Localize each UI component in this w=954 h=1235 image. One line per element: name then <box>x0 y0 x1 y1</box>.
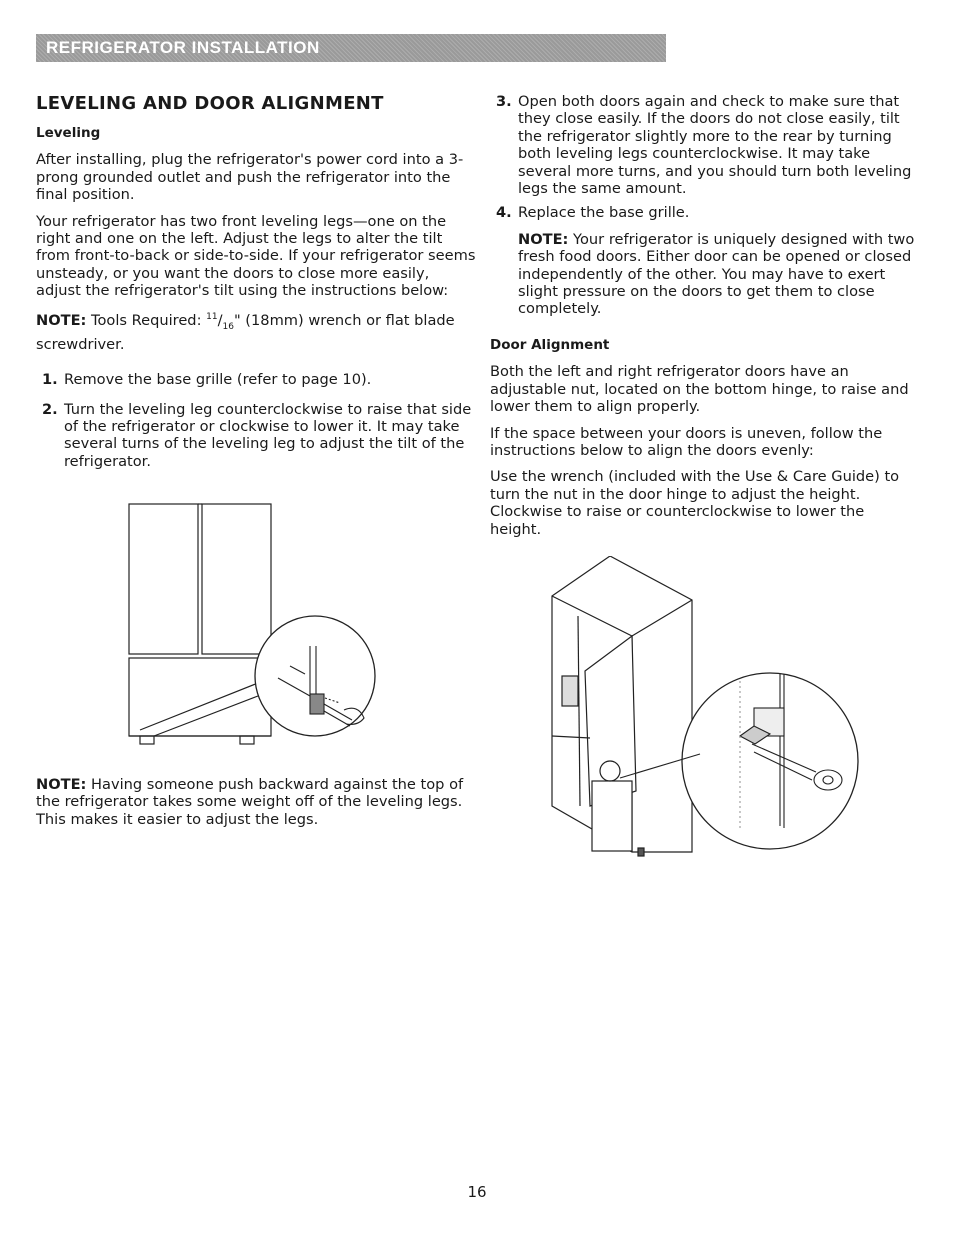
zoom-circle <box>255 616 375 736</box>
leveling-heading: Leveling <box>36 125 101 141</box>
note-label: NOTE: <box>36 776 87 793</box>
note-text: Having someone push backward against the top of the refrigerator takes some weight off of the leveling legs. This makes it easier to adjust the legs. <box>36 776 464 828</box>
note-suffix: " (18mm) wrench or flat blade screwdriver. <box>36 311 455 353</box>
step-item <box>36 401 476 471</box>
step-item <box>490 93 920 197</box>
leveling-paragraph-1: After installing, plug the refrigerator's power cord into a 3-prong grounded outlet and push the refrigerator into the final position. <box>36 151 464 204</box>
step-text: Replace the base grille. <box>518 204 690 222</box>
step-number: 4. <box>496 204 512 222</box>
right-column <box>490 93 920 538</box>
door-hinge-illustration <box>540 556 860 862</box>
section-banner <box>36 34 666 62</box>
door-alignment-heading: Door Alignment <box>490 336 610 353</box>
note-prefix: Tools Required: <box>86 311 207 329</box>
leveling-paragraph-2: Your refrigerator has two front leveling legs—one on the right and one on the left. Adjust the legs to alter the tilt from front-to-back or side-to-side. If your refrigerator seems unsteady, or you want the doors to close more easily, adjust the refrigerator's tilt using the instructions below: <box>36 212 476 300</box>
fraction-denominator: 16 <box>222 321 234 332</box>
door-alignment-paragraph-2: If the space between your doors is uneven, follow the instructions below to align the doors evenly: <box>490 424 883 459</box>
step-number: 2. <box>42 400 58 418</box>
leveling-leg-illustration <box>120 498 400 766</box>
note-text: Your refrigerator is uniquely designed with two fresh food doors. Either door can be opened or closed independently of the other. You may have to exert slight pressure on the doors to get them to close completely. <box>518 230 915 318</box>
door-alignment-paragraph-1: Both the left and right refrigerator doors have an adjustable nut, located on the bottom hinge, to raise and lower them to align properly. <box>490 363 909 416</box>
fraction-numerator: 11 <box>206 311 218 322</box>
step-item <box>36 371 476 388</box>
step-item <box>490 204 920 221</box>
zoom-circle <box>682 673 858 849</box>
left-column <box>36 125 476 470</box>
page-number: 16 <box>467 1183 487 1201</box>
step-text: Turn the leveling leg counterclockwise to raise that side of the refrigerator or clockwise to lower it. It may take several turns of the leveling leg to adjust the tilt of the refrigerator. <box>64 400 472 470</box>
doors-note <box>490 231 920 318</box>
step-number: 3. <box>496 93 512 110</box>
step-number: 1. <box>42 371 58 389</box>
left-bottom-note <box>36 776 476 828</box>
section-title: LEVELING AND DOOR ALIGNMENT <box>36 93 384 114</box>
tools-note: NOTE: Tools Required: $^{11}/_{16}$" (18mm) wrench or flat blade screwdriver. <box>36 311 455 353</box>
banner-title: REFRIGERATOR INSTALLATION <box>46 38 320 57</box>
push-note <box>36 776 476 828</box>
door-alignment-paragraph-3: Use the wrench (included with the Use & Care Guide) to turn the nut in the door hinge to adjust the height. Clockwise to raise or counterclockwise to lower the height. <box>490 468 900 538</box>
note-label: NOTE: <box>518 230 569 248</box>
note-label: NOTE: <box>36 311 87 329</box>
step-text: Remove the base grille (refer to page 10). <box>64 371 372 389</box>
step-text: Open both doors again and check to make sure that they close easily. If the doors do not close easily, tilt the refrigerator slightly more to the rear by turning both leveling legs counterclockwise. It may take several more turns, and you should turn both leveling legs the same amount. <box>518 93 912 198</box>
